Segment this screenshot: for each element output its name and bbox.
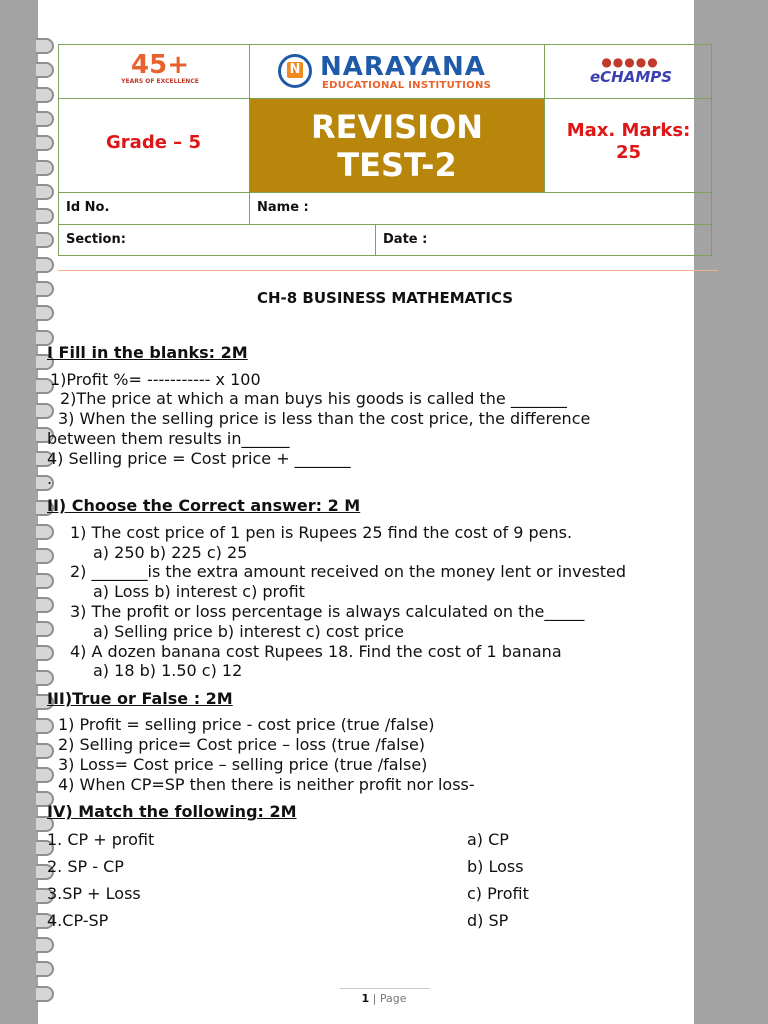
echamps-arc-icon: ●●●●● — [601, 55, 659, 69]
section1-q3: 3) When the selling price is less than the cost price, the difference — [58, 409, 591, 428]
section2-heading: II) Choose the Correct answer: 2 M — [47, 496, 361, 515]
emblem-letter: N — [287, 62, 303, 78]
spiral-ring-icon — [36, 135, 54, 151]
spiral-ring-icon — [36, 961, 54, 977]
section1-q1: 1)Profit %= ----------- x 100 — [50, 370, 261, 389]
grade-label: Grade – 5 — [106, 132, 201, 153]
id-field-label: Id No. — [66, 200, 110, 215]
spiral-ring-icon — [36, 573, 54, 589]
section2-q4-options: a) 18 b) 1.50 c) 12 — [93, 661, 243, 680]
section1-q4: 4) Selling price = Cost price + _______ — [47, 449, 351, 468]
org-subtitle: EDUCATIONAL INSTITUTIONS — [322, 80, 492, 91]
footer-divider — [340, 988, 430, 989]
table-line — [58, 192, 712, 193]
section3-q1: 1) Profit = selling price - cost price (true /false) — [58, 715, 435, 734]
spiral-ring-icon — [36, 184, 54, 200]
spiral-ring-icon — [36, 403, 54, 419]
spiral-ring-icon — [36, 548, 54, 564]
spiral-ring-icon — [36, 743, 54, 759]
match-right-item: c) Profit — [467, 884, 529, 903]
section2-q3: 3) The profit or loss percentage is always calculated on the_____ — [70, 602, 585, 621]
spiral-ring-icon — [36, 281, 54, 297]
match-left-item: 3.SP + Loss — [47, 884, 141, 903]
table-line — [544, 44, 545, 192]
max-marks-label: Max. Marks: — [566, 120, 691, 141]
test-title-line2: TEST-2 — [337, 145, 457, 184]
test-title — [250, 99, 544, 192]
page-label: | Page — [369, 992, 407, 1005]
anniversary-years: YEARS — [121, 78, 144, 85]
page-footer — [0, 992, 768, 1005]
section1-q2: 2)The price at which a man buys his goods is called the _______ — [60, 389, 567, 408]
page-number: 1 — [361, 992, 370, 1005]
max-marks-value: 25 — [615, 142, 642, 163]
spiral-ring-icon — [36, 232, 54, 248]
match-left-item: 1. CP + profit — [47, 830, 155, 849]
spiral-ring-icon — [36, 767, 54, 783]
spiral-ring-icon — [36, 111, 54, 127]
section2-q1: 1) The cost price of 1 pen is Rupees 25 find the cost of 9 pens. — [70, 523, 573, 542]
name-field-label: Name : — [257, 200, 309, 215]
spiral-ring-icon — [36, 524, 54, 540]
narayana-emblem-icon — [278, 54, 312, 88]
spiral-ring-icon — [36, 87, 54, 103]
narayana-logo — [278, 52, 538, 92]
table-line — [375, 224, 376, 256]
anniversary-logo — [120, 52, 200, 92]
test-title-line1: REVISION — [310, 107, 484, 146]
match-left-item: 2. SP - CP — [47, 857, 124, 876]
table-line — [58, 224, 712, 225]
section4-heading: IV) Match the following: 2M — [47, 802, 297, 821]
section2-q3-options: a) Selling price b) interest c) cost price — [93, 622, 404, 641]
echamps-wordmark: eCHAMPS — [590, 68, 673, 86]
spiral-ring-icon — [36, 305, 54, 321]
match-right-item: a) CP — [467, 830, 509, 849]
spiral-ring-icon — [36, 597, 54, 613]
match-right-item: b) Loss — [467, 857, 524, 876]
max-marks — [545, 120, 712, 164]
spiral-ring-icon — [36, 645, 54, 661]
section1-heading: I Fill in the blanks: 2M — [47, 343, 248, 362]
section3-heading: III)True or False : 2M — [47, 689, 233, 708]
chapter-title: CH-8 BUSINESS MATHEMATICS — [256, 289, 514, 307]
match-right-item: d) SP — [467, 911, 509, 930]
spiral-ring-icon — [36, 208, 54, 224]
anniversary-number: 45+ — [131, 50, 189, 80]
date-field-label: Date : — [383, 232, 428, 247]
echamps-logo — [590, 55, 673, 92]
section1-q3-cont: between them results in______ — [47, 429, 290, 448]
section2-q4: 4) A dozen banana cost Rupees 18. Find the cost of 1 banana — [70, 642, 562, 661]
section3-q3: 3) Loss= Cost price – selling price (true /false) — [58, 755, 428, 774]
section2-q1-options: a) 250 b) 225 c) 25 — [93, 543, 248, 562]
spiral-ring-icon — [36, 621, 54, 637]
section1-bullet: . — [47, 469, 53, 488]
divider — [58, 270, 718, 271]
spiral-ring-icon — [36, 718, 54, 734]
match-left-item: 4.CP-SP — [47, 911, 109, 930]
section2-q2: 2) _______is the extra amount received on the money lent or invested — [70, 562, 627, 581]
section3-q2: 2) Selling price= Cost price – loss (true /false) — [58, 735, 426, 754]
spiral-ring-icon — [36, 38, 54, 54]
spiral-ring-icon — [36, 670, 54, 686]
spiral-ring-icon — [36, 257, 54, 273]
section2-q2-options: a) Loss b) interest c) profit — [93, 582, 305, 601]
org-name: NARAYANA — [320, 52, 486, 82]
section-field-label: Section: — [66, 232, 126, 247]
spiral-ring-icon — [36, 62, 54, 78]
section3-q4: 4) When CP=SP then there is neither profit nor loss- — [58, 775, 475, 794]
spiral-ring-icon — [36, 937, 54, 953]
anniversary-sub: OF EXCELLENCE — [145, 78, 199, 85]
spiral-ring-icon — [36, 160, 54, 176]
